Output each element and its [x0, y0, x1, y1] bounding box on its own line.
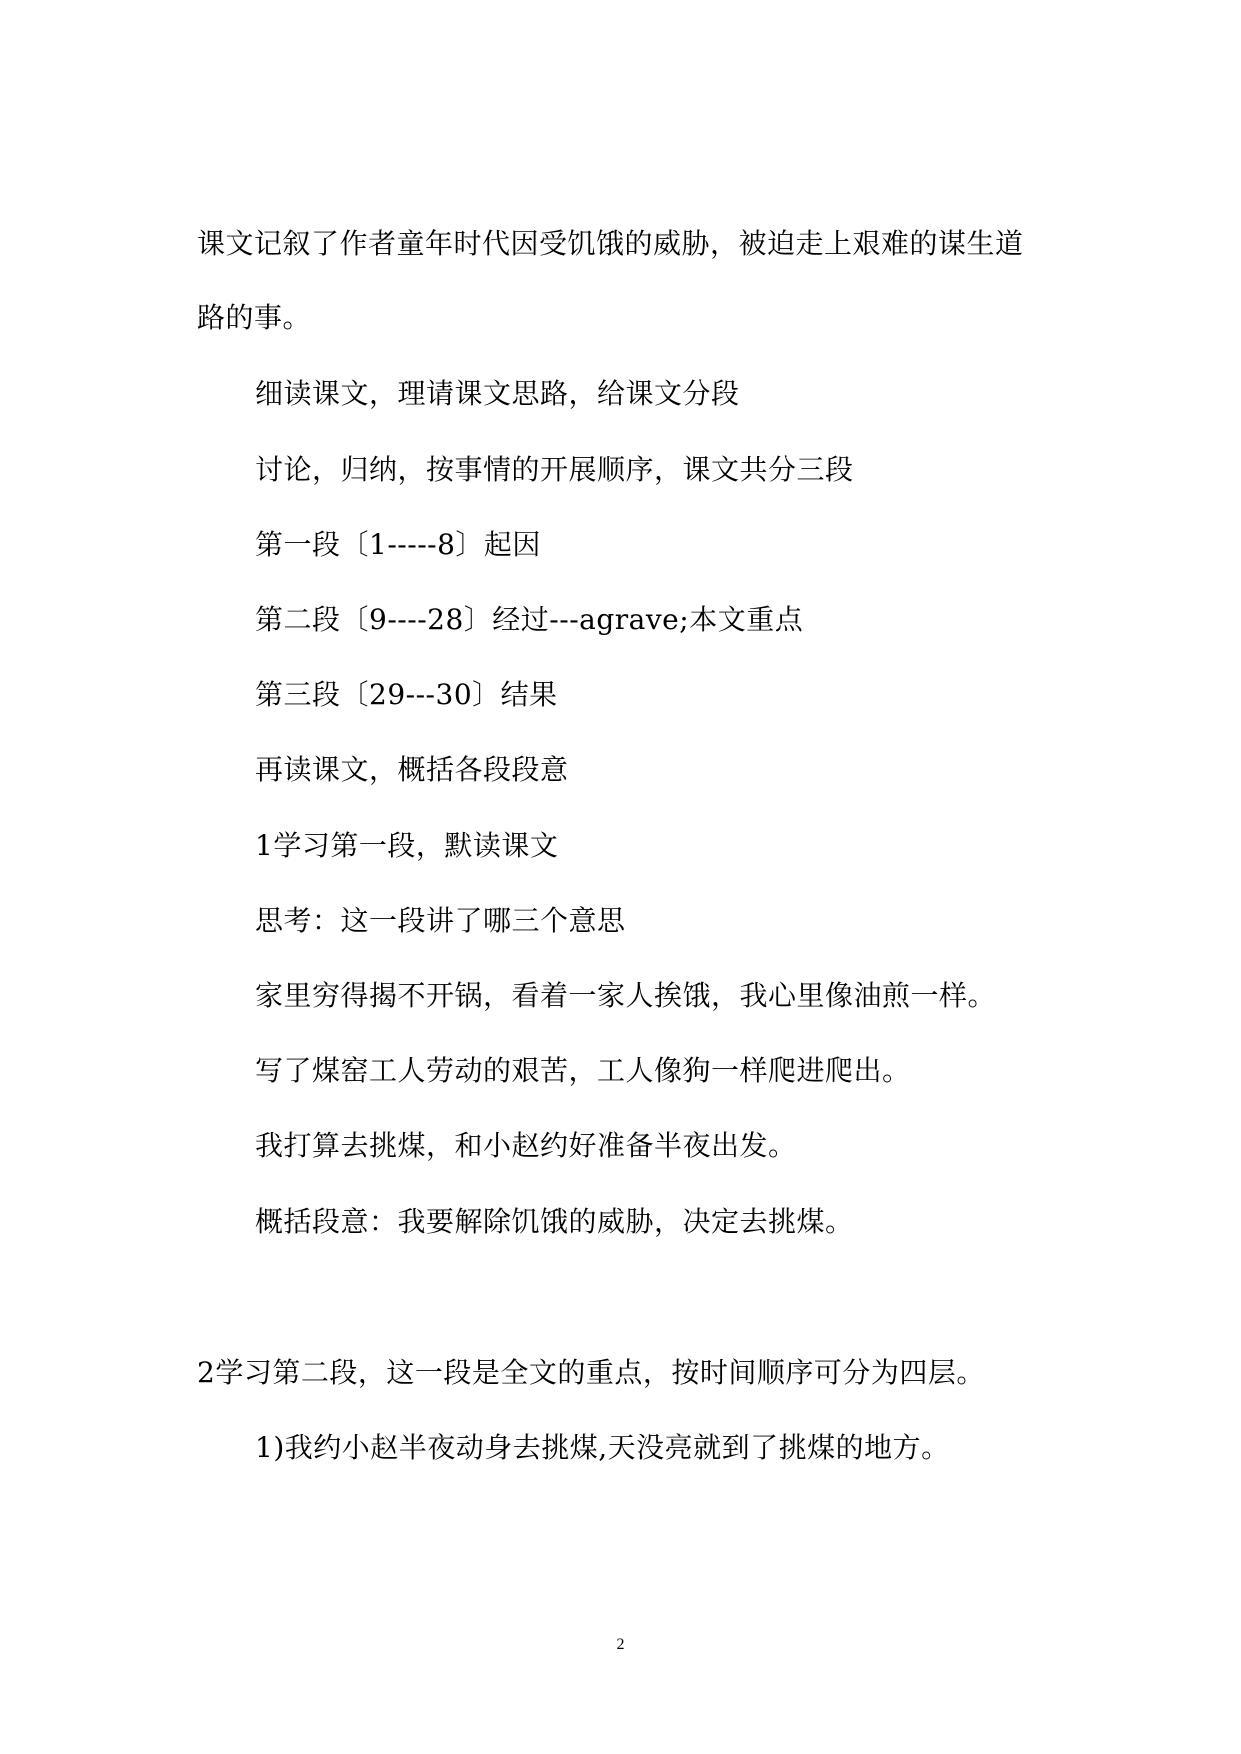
page-number: 2	[616, 1636, 625, 1653]
paragraph-section-two: 第二段〔9----28〕经过---agrave;本文重点	[255, 603, 804, 636]
paragraph-study-section-two: 2学习第二段，这一段是全文的重点，按时间顺序可分为四层。	[197, 1356, 985, 1389]
paragraph-point-one: 家里穷得揭不开锅，看着一家人挨饿，我心里像油煎一样。	[255, 979, 997, 1012]
paragraph-think: 思考：这一段讲了哪三个意思	[255, 904, 626, 937]
paragraph-section-one: 第一段〔1-----8〕起因	[255, 528, 541, 561]
paragraph-summary-line-2: 路的事。	[197, 301, 312, 334]
paragraph-section-three: 第三段〔29---30〕结果	[255, 678, 558, 711]
paragraph-read-carefully: 细读课文，理请课文思路，给课文分段	[255, 377, 740, 410]
paragraph-discussion: 讨论，归纳，按事情的开展顺序，课文共分三段	[255, 453, 854, 486]
paragraph-point-two: 写了煤窑工人劳动的艰苦，工人像狗一样爬进爬出。	[255, 1054, 911, 1087]
paragraph-study-section-one: 1学习第一段，默读课文	[255, 829, 559, 862]
paragraph-layer-one: 1)我约小赵半夜动身去挑煤,天没亮就到了挑煤的地方。	[255, 1431, 950, 1464]
paragraph-summary-line-1: 课文记叙了作者童年时代因受饥饿的威胁，被迫走上艰难的谋生道	[197, 227, 1024, 260]
paragraph-reread: 再读课文，概括各段段意	[255, 753, 569, 786]
paragraph-section-one-summary: 概括段意：我要解除饥饿的威胁，决定去挑煤。	[255, 1205, 854, 1238]
paragraph-point-three: 我打算去挑煤，和小赵约好准备半夜出发。	[255, 1129, 797, 1162]
